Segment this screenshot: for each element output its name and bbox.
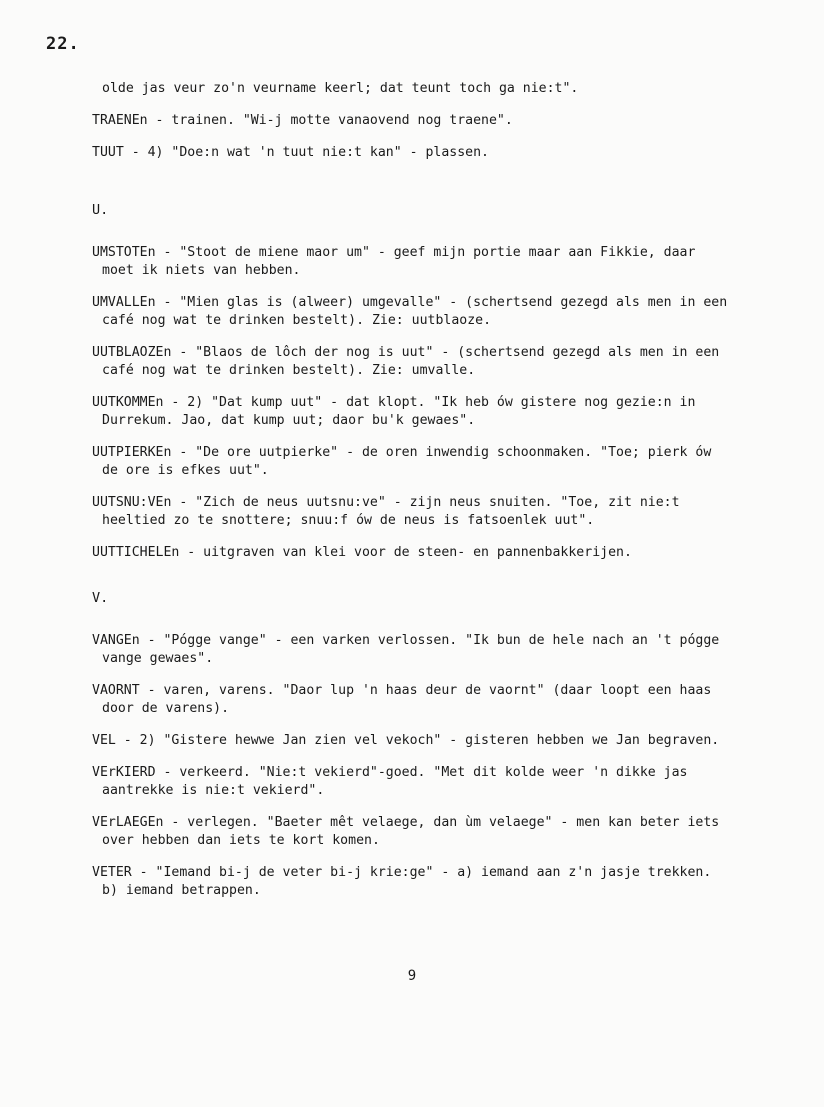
entry-uutsnuven: UUTSNU:VEn - "Zich de neus uutsnu:ve" - zijn neus snuiten. "Toe, zit nie:t heeltied zo te snottere; snuu:f ów de neus is fatsoenlek uut". xyxy=(92,495,688,528)
entry-continuation: olde jas veur zo'n veurname keerl; dat teunt toch ga nie:t". xyxy=(102,81,579,96)
entry-traenen: TRAENEn - trainen. "Wi-j motte vanaovend nog traene". xyxy=(92,113,513,128)
entry-tuut: TUUT - 4) "Doe:n wat 'n tuut nie:t kan" - plassen. xyxy=(92,145,489,160)
entry-vaornt: VAORNT - varen, varens. "Daor lup 'n haas deur de vaornt" (daar loopt een haas door de varens). xyxy=(92,683,720,716)
entry-uutpierken: UUTPIERKEn - "De ore uutpierke" - de oren inwendig schoonmaken. "Toe; pierk ów de ore is efkes uut". xyxy=(92,445,720,478)
entry-umstoten: UMSTOTEn - "Stoot de miene maor um" - geef mijn portie maar aan Fikkie, daar moet ik niets van hebben. xyxy=(92,245,704,278)
entry-veter: VETER - "Iemand bi-j de veter bi-j krie:ge" - a) iemand aan z'n jasje trekken. b) iemand betrappen. xyxy=(92,865,720,898)
entry-verkierd: VErKIERD - verkeerd. "Nie:t vekierd"-goed. "Met dit kolde weer 'n dikke jas aantrekke is nie:t vekierd". xyxy=(92,765,696,798)
entry-uutkommen: UUTKOMMEn - 2) "Dat kump uut" - dat klopt. "Ik heb ów gistere nog gezie:n in Durrekum. Jao, dat kump uut; daor bu'k gewaes". xyxy=(92,395,704,428)
entry-umvallen: UMVALLEn - "Mien glas is (alweer) umgevalle" - (schertsend gezegd als men in een café nog wat te drinken bestelt). Zie: uutblaoze. xyxy=(92,295,736,328)
page-number-bottom: 9 xyxy=(407,968,417,984)
entry-vel: VEL - 2) "Gistere hewwe Jan zien vel vekoch" - gisteren hebben we Jan begraven. xyxy=(92,733,720,748)
section-letter-u: U. xyxy=(92,202,109,218)
page-number-top: 22. xyxy=(46,34,80,54)
dictionary-content xyxy=(92,80,736,914)
entry-vangen: VANGEn - "Pógge vange" - een varken verlossen. "Ik bun de hele nach an 't pógge vange gewaes". xyxy=(92,633,728,666)
entry-verlaegen: VErLAEGEn - verlegen. "Baeter mêt velaege, dan ùm velaege" - men kan beter iets over hebben dan iets te kort komen. xyxy=(92,815,728,848)
entry-uutblaozen: UUTBLAOZEn - "Blaos de lôch der nog is uut" - (schertsend gezegd als men in een café nog wat te drinken bestelt). Zie: umvalle. xyxy=(92,345,728,378)
entry-uuttichelen: UUTTICHELEn - uitgraven van klei voor de steen- en pannenbakkerijen. xyxy=(92,545,632,560)
section-letter-v: V. xyxy=(92,590,109,606)
